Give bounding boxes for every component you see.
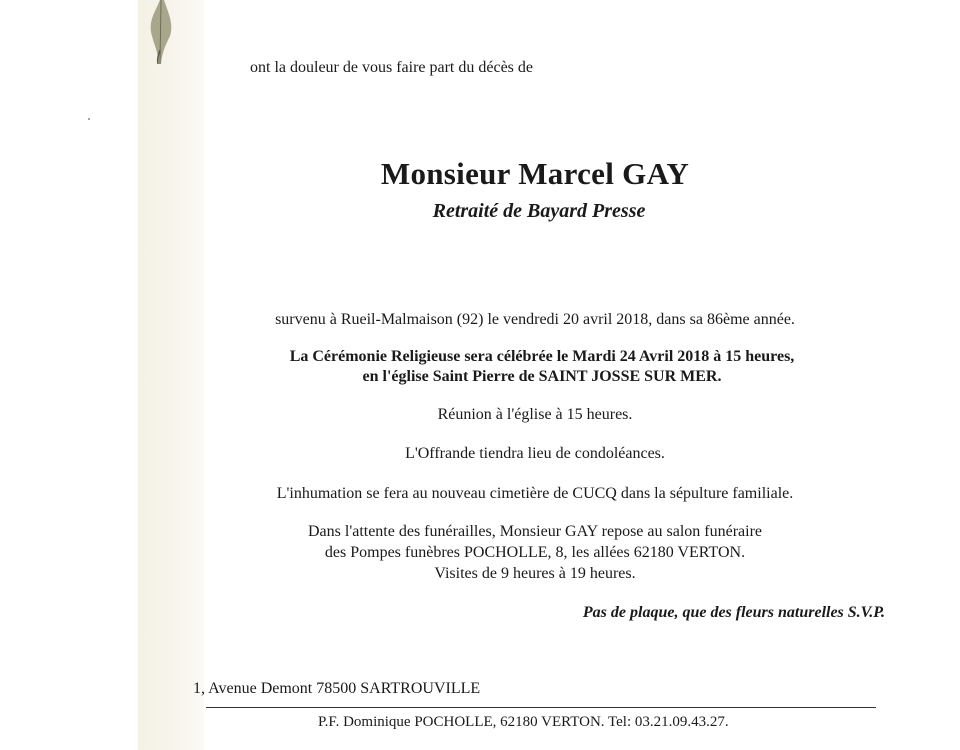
ceremony-line-2: en l'église Saint Pierre de SAINT JOSSE SUR MER.	[362, 368, 722, 385]
death-announcement: survenu à Rueil-Malmaison (92) le vendredi 20 avril 2018, dans sa 86ème année.	[275, 311, 795, 328]
flowers-note: Pas de plaque, que des fleurs naturelles S.V.P.	[582, 604, 885, 621]
meeting-text: Réunion à l'église à 15 heures.	[437, 406, 633, 423]
scan-speck	[88, 118, 90, 120]
deceased-subtitle: Retraité de Bayard Presse	[432, 200, 646, 222]
leaf-ornament	[146, 0, 176, 66]
wake-line-1: Dans l'attente des funérailles, Monsieur GAY repose au salon funéraire	[308, 523, 762, 540]
family-address: 1, Avenue Demont 78500 SARTROUVILLE	[193, 680, 481, 697]
burial-text: L'inhumation se fera au nouveau cimetière de CUCQ dans la sépulture familiale.	[276, 485, 794, 502]
visiting-hours: Visites de 9 heures à 19 heures.	[434, 565, 636, 582]
intro-text: ont la douleur de vous faire part du décès de	[250, 59, 534, 76]
ceremony-line-1: La Cérémonie Religieuse sera célébrée le Mardi 24 Avril 2018 à 15 heures,	[289, 348, 795, 365]
wake-line-2: des Pompes funèbres POCHOLLE, 8, les allées 62180 VERTON.	[324, 544, 746, 561]
offering-text: L'Offrande tiendra lieu de condoléances.	[405, 445, 665, 462]
funeral-home-footer: P.F. Dominique POCHOLLE, 62180 VERTON. Tel: 03.21.09.43.27.	[318, 714, 729, 730]
deceased-name: Monsieur Marcel GAY	[380, 156, 690, 191]
footer-divider	[206, 707, 876, 708]
